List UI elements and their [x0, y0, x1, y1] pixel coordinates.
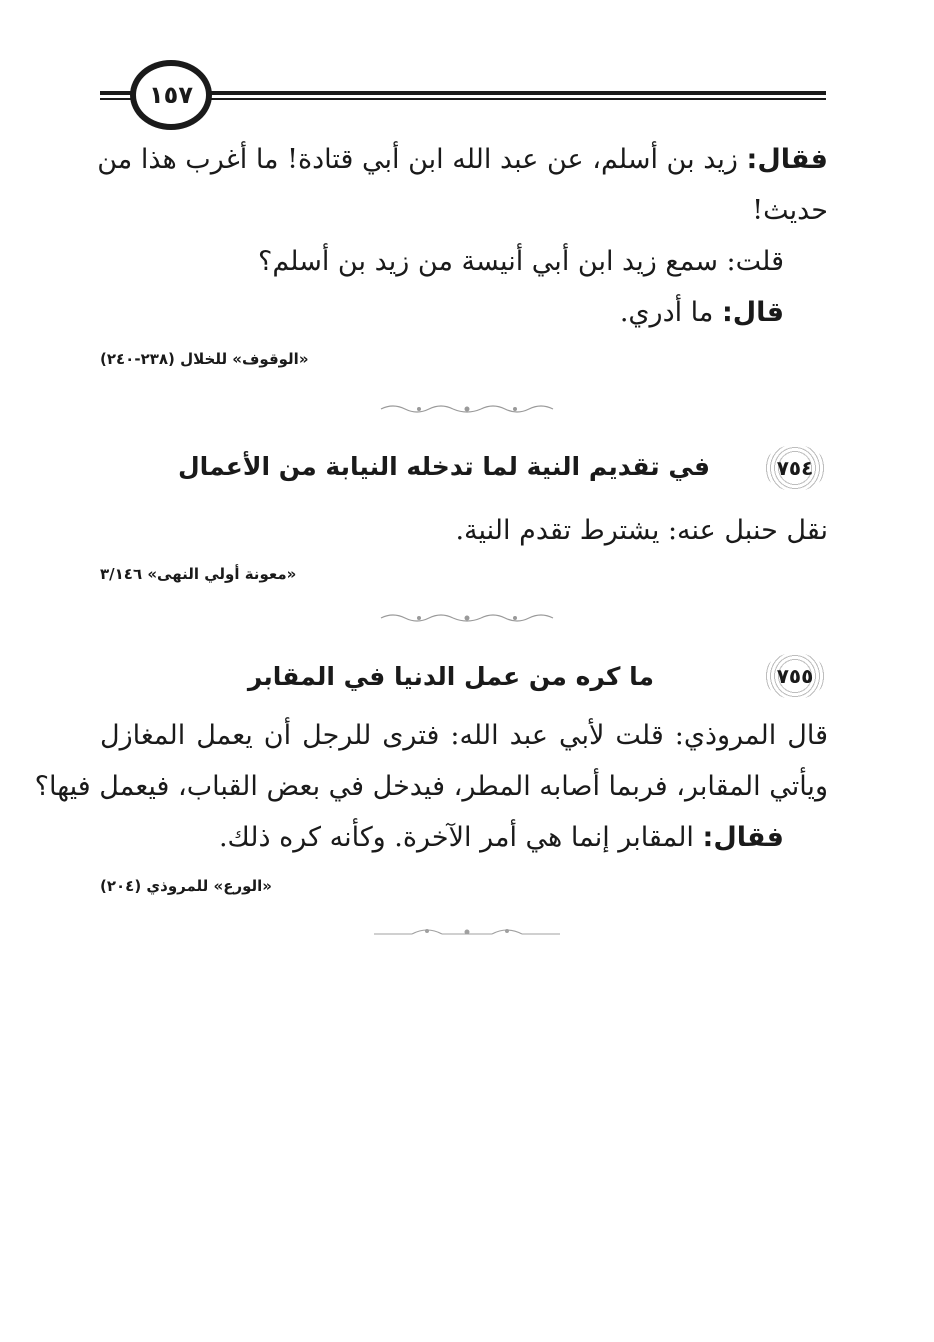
- text-line-2: حديث!: [752, 195, 828, 226]
- speaker-label: فقال:: [702, 822, 784, 853]
- speaker-label: فقال:: [746, 144, 828, 175]
- section-body-line: ويأتي المقابر، فربما أصابه المطر، فيدخل في بعض القباب، فيعمل فيها؟: [34, 771, 828, 802]
- section-body-line: قال المروذي: قلت لأبي عبد الله: فترى للرجل أن يعمل المغازل: [100, 720, 828, 751]
- reference-2: «معونة أولي النهى» ٣/١٤٦: [100, 565, 297, 583]
- ornament-divider-icon: [379, 403, 555, 415]
- section-body-line: [219, 818, 784, 858]
- text-line-3: قلت: سمع زيد ابن أبي أنيسة من زيد بن أسلم؟: [257, 246, 784, 277]
- text-line-4: [620, 293, 784, 333]
- reference-3: «الورع» للمروذي (٢٠٤): [100, 877, 272, 895]
- section-number-badge: ٧٥٥: [764, 653, 826, 699]
- end-ornament-icon: [372, 926, 562, 938]
- reference-1: «الوقوف» للخلال (٢٣٨-٢٤٠): [100, 350, 309, 368]
- text-line-1: [97, 140, 828, 180]
- line-text: ما أدري.: [619, 297, 722, 328]
- section-title: ما كره من عمل الدنيا في المقابر: [247, 662, 654, 691]
- line-text: زيد بن أسلم، عن عبد الله ابن أبي قتادة! ما أغرب هذا من: [97, 144, 747, 175]
- section-number-badge: ٧٥٤: [764, 445, 826, 491]
- ornament-divider-icon: [379, 612, 555, 624]
- page-number-badge: [130, 60, 212, 130]
- page-number: ١٥٧: [136, 66, 206, 124]
- speaker-label: قال:: [721, 297, 784, 328]
- line-text: المقابر إنما هي أمر الآخرة. وكأنه كره ذلك.: [218, 822, 703, 853]
- section-body-line: نقل حنبل عنه: يشترط تقدم النية.: [455, 515, 828, 546]
- section-title: في تقديم النية لما تدخله النيابة من الأعمال: [177, 452, 710, 481]
